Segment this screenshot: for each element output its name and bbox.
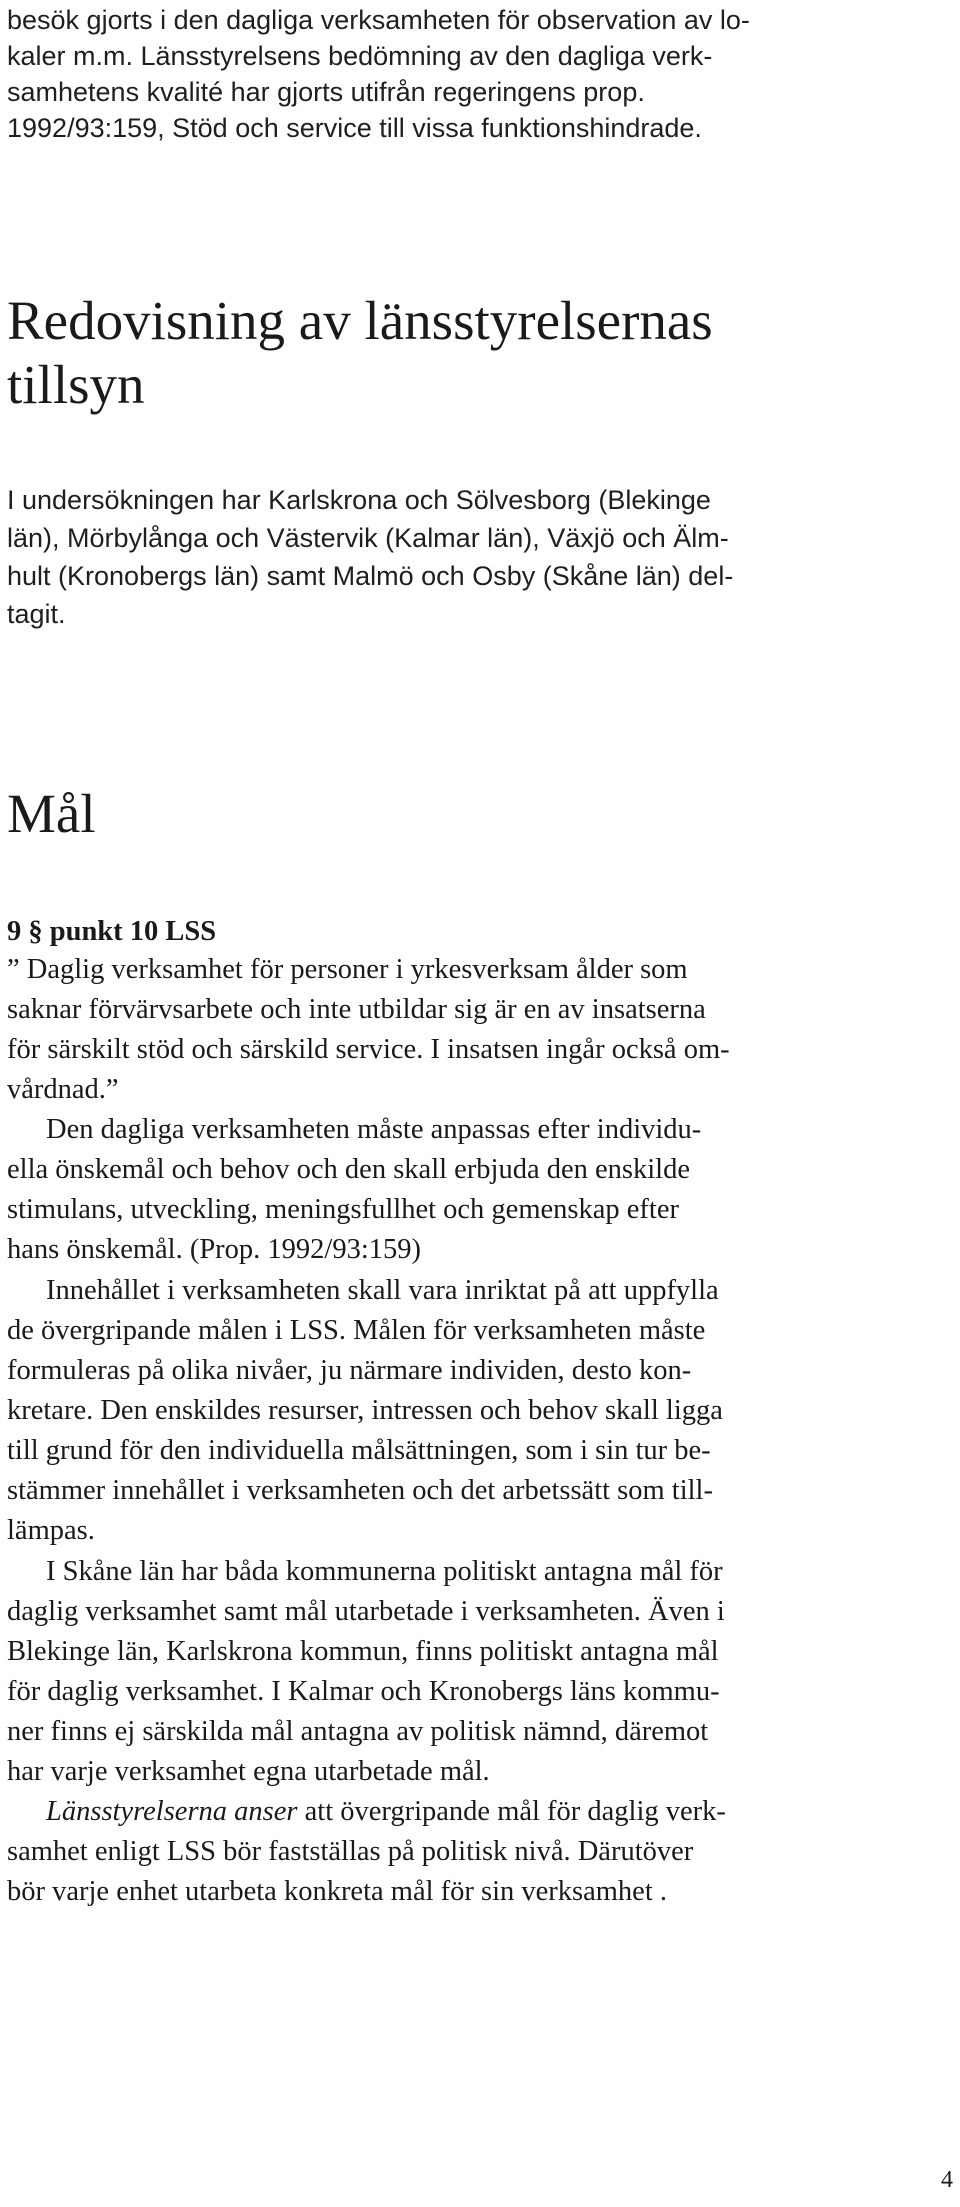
paragraph2-line-5: till grund för den individuella målsättningen, som i sin tur be- xyxy=(7,1435,711,1466)
paragraph1-line-4: hans önskemål. (Prop. 1992/93:159) xyxy=(7,1234,422,1265)
paragraph1-line-2: ella önskemål och behov och den skall erbjuda den enskilde xyxy=(7,1154,690,1185)
quote-line-2: saknar förvärvsarbete och inte utbildar sig är en av insatserna xyxy=(7,994,706,1025)
paragraph3-line-3: Blekinge län, Karlskrona kommun, finns politiskt antagna mål xyxy=(7,1636,719,1667)
paragraph1-line-1: Den dagliga verksamheten måste anpassas efter individu- xyxy=(46,1114,702,1145)
section-heading-1-line-2: tillsyn xyxy=(7,354,145,415)
paragraph2-line-7: lämpas. xyxy=(7,1515,95,1546)
quote-line-1: ” Daglig verksamhet för personer i yrkesverksam ålder som xyxy=(7,954,688,985)
paragraph2-line-6: stämmer innehållet i verksamheten och det arbetssätt som till- xyxy=(7,1475,713,1506)
quote-line-3: för särskilt stöd och särskild service. I insatsen ingår också om- xyxy=(7,1034,730,1065)
paragraph3-line-6: har varje verksamhet egna utarbetade mål. xyxy=(7,1756,490,1787)
paragraph4-line-3: bör varje enhet utarbeta konkreta mål för sin verksamhet . xyxy=(7,1876,667,1907)
paragraph2-line-4: kretare. Den enskildes resurser, intressen och behov skall ligga xyxy=(7,1395,723,1426)
section1-body-line-3: hult (Kronobergs län) samt Malmö och Osby (Skåne län) del- xyxy=(7,561,734,591)
paragraph2-line-2: de övergripande målen i LSS. Målen för verksamheten måste xyxy=(7,1315,706,1346)
section1-body-line-1: I undersökningen har Karlskrona och Sölvesborg (Blekinge xyxy=(7,485,711,515)
section-heading-1-line-1: Redovisning av länsstyrelsernas xyxy=(7,290,713,351)
paragraph4-line-1 xyxy=(46,1792,726,1832)
quote-line-4: vårdnad.” xyxy=(7,1074,119,1105)
intro-line-2: kaler m.m. Länsstyrelsens bedömning av den dagliga verk- xyxy=(7,41,713,71)
paragraph2-line-1: Innehållet i verksamheten skall vara inriktat på att uppfylla xyxy=(46,1275,719,1306)
paragraph3-line-4: för daglig verksamhet. I Kalmar och Kronobergs läns kommu- xyxy=(7,1676,720,1707)
conclusion-lead: Länsstyrelserna anser xyxy=(46,1796,298,1827)
paragraph2-line-3: formuleras på olika nivåer, ju närmare individen, desto kon- xyxy=(7,1355,692,1386)
intro-line-4: 1992/93:159, Stöd och service till vissa funktionshindrade. xyxy=(7,113,702,143)
paragraph3-line-1: I Skåne län har båda kommunerna politiskt antagna mål för xyxy=(46,1556,723,1587)
intro-line-1: besök gjorts i den dagliga verksamheten för observation av lo- xyxy=(7,5,750,35)
paragraph1-line-3: stimulans, utveckling, meningsfullhet och gemenskap efter xyxy=(7,1194,679,1225)
intro-line-3: samhetens kvalité har gjorts utifrån regeringens prop. xyxy=(7,77,645,107)
page-number: 4 xyxy=(941,2167,953,2193)
conclusion-line-1-rest: att övergripande mål för daglig verk- xyxy=(297,1796,726,1827)
section-heading-2: Mål xyxy=(7,783,96,844)
paragraph3-line-5: ner finns ej särskilda mål antagna av politisk nämnd, däremot xyxy=(7,1716,709,1747)
section1-body-line-4: tagit. xyxy=(7,599,66,629)
section1-body-line-2: län), Mörbylånga och Västervik (Kalmar län), Växjö och Älm- xyxy=(7,523,729,553)
paragraph3-line-2: daglig verksamhet samt mål utarbetade i verksamheten. Även i xyxy=(7,1596,725,1627)
paragraph4-line-2: samhet enligt LSS bör fastställas på politisk nivå. Därutöver xyxy=(7,1836,694,1867)
law-reference: 9 § punkt 10 LSS xyxy=(7,916,217,947)
